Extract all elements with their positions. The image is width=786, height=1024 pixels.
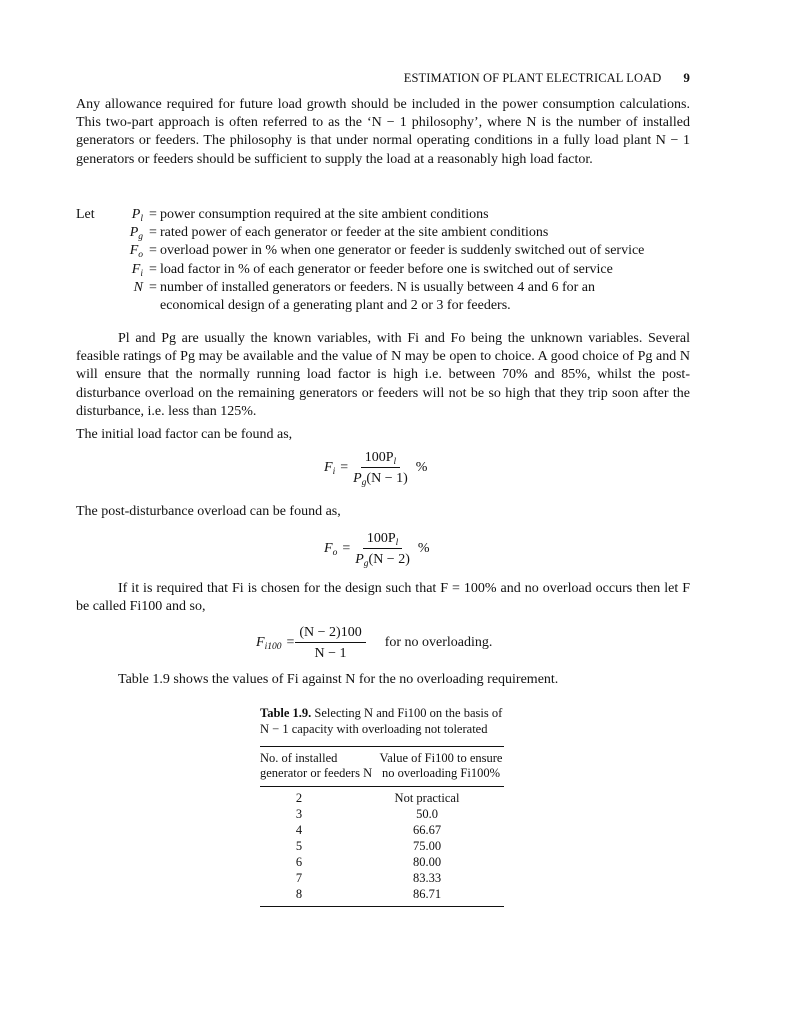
table-row: 7 83.33 (295, 871, 442, 886)
table-caption: Table 1.9. Selecting N and Fi100 on the basis of N − 1 capacity with overloading not tolerated (260, 706, 503, 736)
equation-fi100: $F_{i100}$ = $\frac{(N - 2)100}{N - 1}$ for no overloading. (256, 625, 493, 661)
definition-text: load factor in % of each generator or feeder before one is switched out of service (160, 261, 613, 277)
page-number: 9 (683, 70, 690, 85)
definition-pg: $P_g$ = rated power of each generator or feeder at the site ambient conditions (76, 224, 690, 242)
table-row: 4 66.67 (295, 823, 442, 838)
equation-initial-load-factor: $F_i$ = $\frac{100P_l}{P_g(N - 1)}$ % (324, 450, 428, 488)
running-title: ESTIMATION OF PLANT ELECTRICAL LOAD (403, 71, 662, 85)
equation-post-disturbance-overload: $F_o$ = $\frac{100P_l}{P_g(N - 2)}$ % (324, 531, 430, 569)
definition-pl: Let $P_l$ = power consumption required at the site ambient conditions (76, 206, 690, 224)
table-header (260, 747, 504, 787)
equation-note: for no overloading. (384, 635, 493, 650)
running-header (76, 70, 690, 86)
paragraph-known-variables: Pl and Pg are usually the known variables, with Fi and Fo being the unknown variables. Several feasible ratings of Pg may be available and the value of N may be open to choice. A good choice of Pg and N will ensure that the normally running load factor is high i.e. between 70% and 85%, whilst the post-disturbance overload on the remaining generators or feeders will not be so high that they trip soon after the disturbance, i.e. less than 125%. (76, 331, 690, 419)
paragraph-initial-load-factor: The initial load factor can be found as, (76, 427, 293, 442)
definition-text: overload power in % when one generator or feeder is suddenly switched out of service (160, 243, 645, 259)
definition-text: power consumption required at the site ambient conditions (160, 207, 489, 222)
column-header-n: No. of installed generator or feeders N (260, 750, 373, 781)
definition-n-continued (76, 297, 690, 315)
paragraph-n-minus-1-philosophy: Any allowance required for future load growth should be included in the power consumption calculations. This two-part approach is often referred to as the ‘N − 1 philosophy’, where N is the number of installed generators or feeders. The philosophy is that under normal operating conditions in a fully load plant N − 1 generators or feeders should be sufficient to supply the load at a reasonably high load factor. (76, 97, 690, 167)
table-row: 2 Not practical (295, 791, 460, 806)
definition-fo: $F_o$ = overload power in % when one generator or feeder is suddenly switched out of service (76, 242, 690, 260)
paragraph-no-overload-condition: If it is required that Fi is chosen for the design such that F = 100% and no overload occurs then let F be called Fi100 and so, (76, 581, 690, 615)
definition-text: number of installed generators or feeders. N is usually between 4 and 6 for an (160, 279, 596, 295)
let-label: Let (76, 207, 95, 222)
definition-continuation: economical design of a generating plant and 2 or 3 for feeders. (160, 298, 511, 314)
table-1-9 (260, 706, 504, 907)
table-row: 3 50.0 (295, 807, 438, 822)
table-body (260, 787, 504, 906)
definition-n: N = number of installed generators or feeders. N is usually between 4 and 6 for an (76, 279, 690, 297)
paragraph-post-disturbance-overload: The post-disturbance overload can be found as, (76, 504, 341, 519)
paragraph-table-reference: Table 1.9 shows the values of Fi against N for the no overloading requirement. (118, 672, 559, 687)
table-row: 8 86.71 (295, 887, 442, 902)
table-row: 6 80.00 (295, 855, 442, 870)
table-row: 5 75.00 (295, 839, 442, 854)
table-bottom-rule (260, 906, 504, 907)
variable-definitions (76, 206, 690, 315)
definition-text: rated power of each generator or feeder at the site ambient conditions (160, 225, 549, 241)
definition-fi: $F_i$ = load factor in % of each generator or feeder before one is switched out of service (76, 261, 690, 279)
column-header-fi100: Value of Fi100 to ensure no overloading Fi100% (379, 750, 503, 781)
